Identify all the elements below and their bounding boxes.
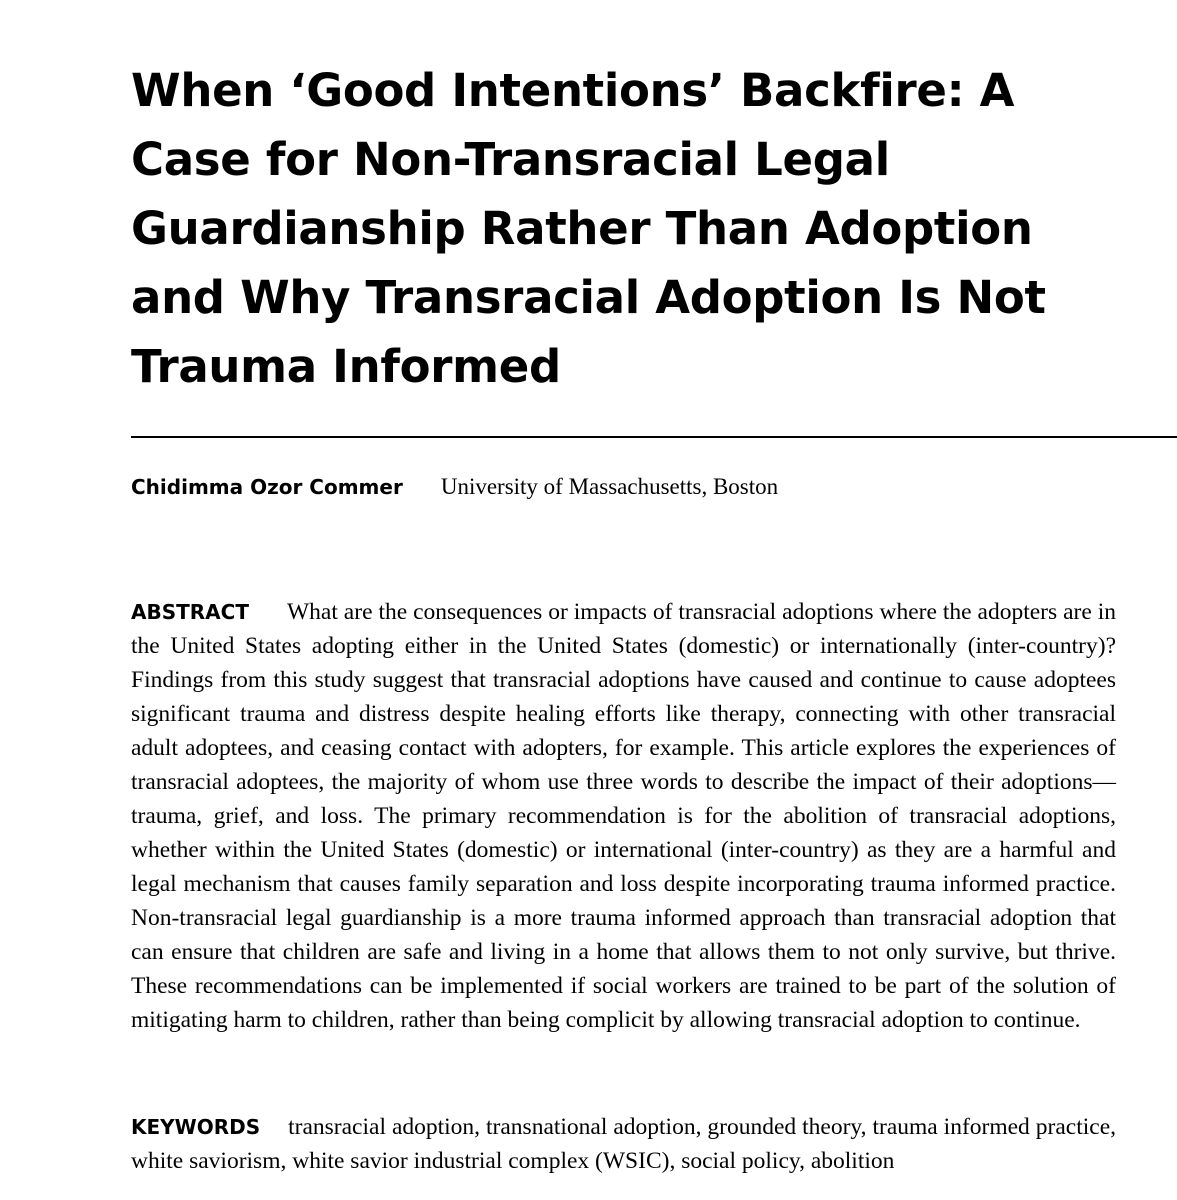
paper-title: When ‘Good Intentions’ Backfire: A Case for Non-Transracial Legal Guardianship Rather Than Adoption and Why Transracial Adoption Is Not Trauma Informed <box>131 64 1046 393</box>
abstract-label: ABSTRACT <box>131 600 249 624</box>
keywords-section <box>131 1110 1116 1178</box>
keywords-label: KEYWORDS <box>131 1115 261 1139</box>
title-divider <box>131 436 1177 438</box>
author-line <box>131 474 1111 500</box>
abstract-section <box>131 595 1116 1037</box>
author-name: Chidimma Ozor Commer <box>131 475 403 499</box>
author-affiliation: University of Massachusetts, Boston <box>440 474 779 499</box>
keywords-text: transracial adoption, transnational adoption, grounded theory, trauma informed practice, white saviorism, white savior industrial complex (WSIC), social policy, abolition <box>131 1114 1116 1174</box>
abstract-text: What are the consequences or impacts of transracial adoptions where the adopters are in the United States adopting either in the United States (domestic) or internationally (inter-country)? Findings from this study suggest that transracial adoptions have caused and continue to cause adoptees significant trauma and distress despite healing efforts like therapy, connecting with other transracial adult adoptees, and ceasing contact with adopters, for example. This article explores the experiences of transracial adoptees, the majority of whom use three words to describe the impact of their adoptions—trauma, grief, and loss. The primary recommendation is for the abolition of transracial adoptions, whether within the United States (domestic) or international (inter-country) as they are a harmful and legal mechanism that causes family separation and loss despite incorporating trauma informed practice. Non-transracial legal guardianship is a more trauma informed approach than transracial adoption that can ensure that children are safe and living in a home that allows them to not only survive, but thrive. These recommendations can be implemented if social workers are trained to be part of the solution of mitigating harm to children, rather than being complicit by allowing transracial adoption to continue. <box>131 599 1116 1033</box>
